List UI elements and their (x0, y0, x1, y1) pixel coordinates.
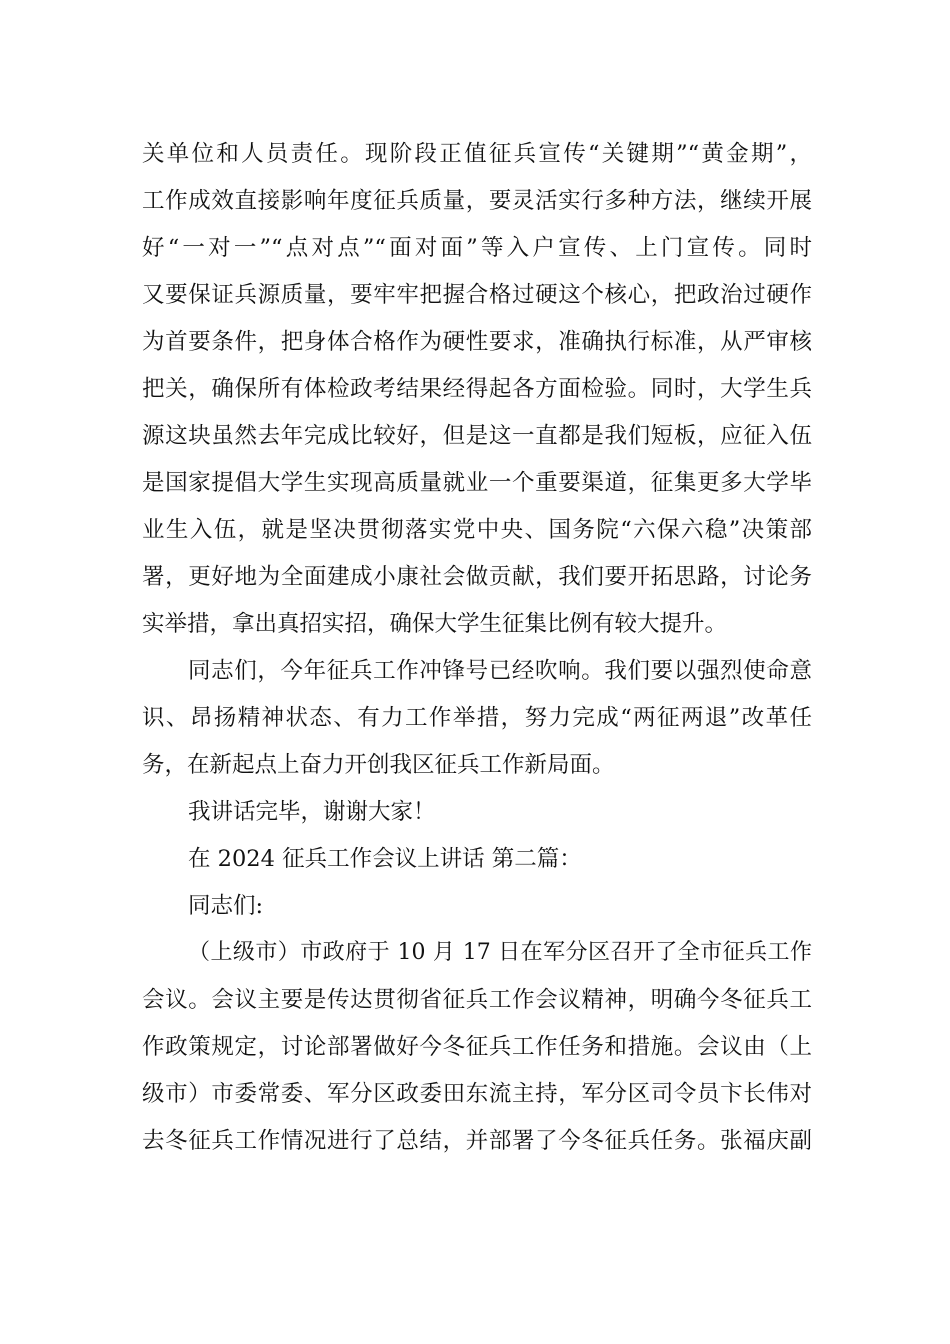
body-text-line: 作政策规定，讨论部署做好今冬征兵工作任务和措施。会议由（上 (142, 1034, 812, 1060)
body-text-line: 源这块虽然去年完成比较好，但是这一直都是我们短板，应征入伍 (142, 423, 812, 449)
salutation: 同志们: (188, 893, 264, 919)
body-text-line: 同志们，今年征兵工作冲锋号已经吹响。我们要以强烈使命意 (188, 658, 812, 684)
body-text-line: 实举措，拿出真招实招，确保大学生征集比例有较大提升。 (142, 611, 728, 637)
body-text-line: 工作成效直接影响年度征兵质量，要灵活实行多种方法，继续开展 (142, 188, 812, 214)
body-text-line: 去冬征兵工作情况进行了总结，并部署了今冬征兵任务。张福庆副 (142, 1128, 812, 1154)
section-heading: 在 2024 征兵工作会议上讲话 第二篇： (188, 846, 582, 872)
body-text-line: 业生入伍，就是坚决贯彻落实党中央、国务院“六保六稳”决策部 (142, 517, 812, 543)
body-text-line: 务，在新起点上奋力开创我区征兵工作新局面。 (142, 752, 615, 778)
body-text-line: （上级市）市政府于 10 月 17 日在军分区召开了全市征兵工作 (188, 940, 812, 965)
body-text-line: 级市）市委常委、军分区政委田东流主持，军分区司令员卞长伟对 (142, 1081, 812, 1107)
body-text-line: 好“一对一”“点对点”“面对面”等入户宣传、上门宣传。同时 (142, 235, 812, 261)
body-text-line: 又要保证兵源质量，要牢牢把握合格过硬这个核心，把政治过硬作 (142, 282, 812, 308)
body-text-line: 识、昂扬精神状态、有力工作举措，努力完成“两征两退”改革任 (142, 705, 812, 731)
body-text-line: 为首要条件，把身体合格作为硬性要求，准确执行标准，从严审核 (142, 329, 812, 355)
closing-remark: 我讲话完毕，谢谢大家！ (188, 799, 436, 825)
body-text-line: 会议。会议主要是传达贯彻省征兵工作会议精神，明确今冬征兵工 (142, 987, 812, 1013)
body-text-line: 署，更好地为全面建成小康社会做贡献，我们要开拓思路，讨论务 (142, 564, 812, 590)
body-text-line: 把关，确保所有体检政考结果经得起各方面检验。同时，大学生兵 (142, 376, 812, 402)
body-text-line: 是国家提倡大学生实现高质量就业一个重要渠道，征集更多大学毕 (142, 470, 812, 496)
body-text-line: 关单位和人员责任。现阶段正值征兵宣传“关键期”“黄金期”， (142, 141, 812, 167)
